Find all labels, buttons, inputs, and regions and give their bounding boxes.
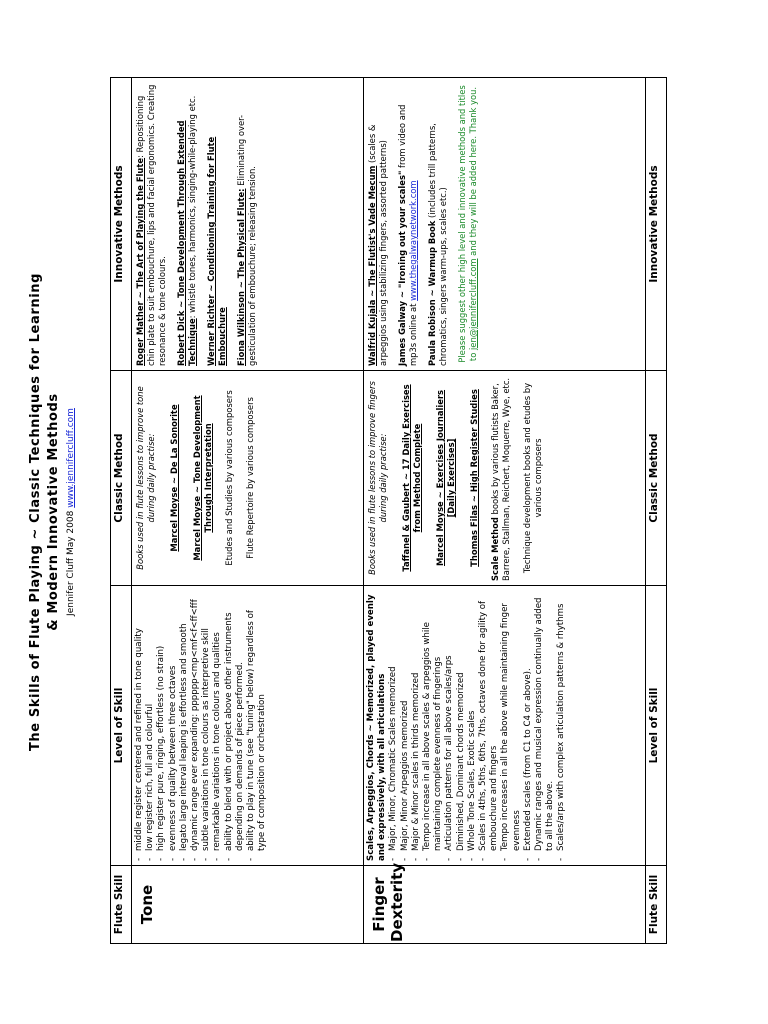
dexterity-lead: Scales, Arpeggios, Chords ~ Memorized, played evenly and expressively, with all articulations: [366, 594, 388, 861]
method-title: Paula Robison ~ Warmup Book: [427, 220, 437, 366]
list-item: - high register pure, ringing, effortless (no strain): [156, 590, 167, 861]
tone-method-wilkinson: [236, 82, 258, 366]
tone-level-cell: [132, 586, 364, 866]
skill-dexterity-line-1: Finger: [370, 877, 388, 932]
list-item: - Tempo increases in all the above while maintaining finger evenness: [500, 590, 522, 861]
list-item: - Articulation patterns for all above scales/arps: [444, 590, 455, 861]
byline: [66, 0, 76, 1024]
dexterity-classic-book-2: [435, 375, 457, 581]
col-header-level: Level of Skill: [111, 586, 132, 866]
dexterity-innovative-cell: [364, 78, 646, 371]
dexterity-classic-book-1: [401, 375, 423, 581]
col-header-skill: Flute Skill: [111, 866, 132, 944]
list-item: - subtle variations in tone colours as interpretive skill: [201, 590, 212, 861]
tone-classic-etudes: Etudes and Studies by various composers: [224, 390, 234, 566]
skill-dexterity-line-2: Dexterity: [388, 862, 406, 942]
list-item: - Major, Minor Arpeggios memorized: [400, 590, 411, 861]
suggestion-note: [457, 82, 479, 366]
list-item: - Major, Minor, Chromatic Scales memorized: [388, 590, 399, 861]
header-row-bottom: [646, 78, 667, 944]
dexterity-level-list: [388, 590, 567, 861]
tone-classic-intro: Books used in flute lessons to improve tone during daily practise:: [135, 386, 156, 570]
dexterity-classic-intro: Books used in flute lessons to improve fingers during daily practise:: [367, 381, 388, 575]
scale-method-desc: books by various flutists Baker, Barrere, Stallman, Reichert, Moquerre, Wye, etc.: [490, 377, 511, 581]
row-tone: [132, 78, 364, 944]
col-header-innovative: Innovative Methods: [111, 78, 132, 371]
method-desc: : whistle tones, harmonics, singing-while-playing etc.: [187, 95, 197, 319]
skill-dexterity: [364, 862, 646, 944]
method-desc: : Repositioning chin plate to suit embouchure, lips and facial ergonomics. Creating resonance & tone colours.: [135, 84, 167, 366]
method-desc: Eliminating over-gesticulation of embouchure; releasing tension.: [236, 114, 257, 366]
title-line-1: The Skills of Flute Playing ~ Classic Techniques for Learning: [28, 272, 43, 752]
list-item: - Scales in 4ths, 5ths, 6ths, 7ths, octaves done for agility of embouchure and fingers: [478, 590, 500, 861]
note-text-b: and they will be added here. Thank you.: [468, 86, 478, 259]
book-title: Marcel Moyse ~ Tone Development Through Interpretation: [192, 395, 213, 561]
col-footer-innovative: Innovative Methods: [646, 78, 667, 371]
tone-innovative-cell: [132, 78, 364, 371]
page-header: [0, 0, 120, 1024]
dexterity-classic-scale-method: [490, 375, 512, 581]
list-item: - low register rich, full and colourful: [145, 590, 156, 861]
dexterity-method-robison: [427, 82, 449, 366]
list-item: - Dynamic ranges and musical expression continually added to all the above.: [534, 590, 556, 861]
tone-level-list: [134, 590, 268, 861]
header-row-top: [111, 78, 132, 944]
method-desc: (scales & arpeggios using stabilizing fingers, assorted patterns): [367, 124, 388, 366]
book-title: Marcel Moyse ~ De La Sonorite: [169, 404, 179, 552]
method-desc: from video and mp3s online at: [397, 104, 418, 366]
list-item: - dynamic range ever expanding: pppppp<mp<mf<f<ff<fff: [190, 590, 201, 861]
book-title: Taffanel & Gaubert ~ 17 Daily Exercises from Method Complete: [401, 384, 422, 572]
dexterity-level-cell: [364, 586, 646, 866]
method-title: Robert Dick ~ Tone Development Through Extended Technique: [176, 120, 197, 366]
list-item: - Diminished, Dominant chords memorized: [456, 590, 467, 861]
col-footer-skill: Flute Skill: [646, 866, 667, 944]
title-line-2: & Modern Innovative Methods: [46, 393, 61, 631]
tone-method-dick: [176, 82, 198, 366]
note-text-a: Please suggest other high level and innovative methods and titles to: [457, 85, 478, 363]
skills-table: [110, 77, 667, 944]
method-title: Fiona Wilkinson ~ The Physical Flute:: [236, 188, 246, 366]
book-title: Thomas Filas ~ High Register Studies: [469, 389, 479, 567]
col-footer-classic: Classic Method: [646, 371, 667, 586]
email-link[interactable]: jen@jennifercluff.com: [468, 258, 478, 351]
row-dexterity: [364, 78, 646, 944]
list-item: - evenness of quality between three octaves: [168, 590, 179, 861]
list-item: - middle register centered and refined in tone quality: [134, 590, 145, 861]
tone-classic-cell: [132, 371, 364, 586]
list-item: - ability to blend with or project above other instruments depending on demands of piece performed.: [224, 590, 246, 861]
dexterity-method-galway: [397, 82, 419, 366]
dexterity-classic-cell: [364, 371, 646, 586]
col-footer-level: Level of Skill: [646, 586, 667, 866]
tone-method-mather: [135, 82, 168, 366]
byline-author: Jennifer Cluff May 2008: [66, 510, 76, 616]
tone-method-richter: [206, 82, 228, 366]
list-item: - Extended scales (from C1 to C4 or above).: [523, 590, 534, 861]
tone-classic-book-2: [192, 375, 214, 581]
method-title: Roger Mather ~ The Art of Playing the Flute: [135, 157, 145, 366]
dexterity-classic-book-3: [469, 375, 480, 581]
scale-method-title: Scale Method: [490, 517, 500, 581]
list-item: - Major & Minor scales in thirds memorized: [411, 590, 422, 861]
list-item: - ability to play in tune (see "tuning" below) regardless of type of composition or orchestration: [246, 590, 268, 861]
skill-tone: [132, 866, 364, 944]
method-title: James Galway ~ "Ironing out your scales": [397, 170, 407, 366]
col-header-classic: Classic Method: [111, 371, 132, 586]
list-item: - Scales/arps with complex articulation patterns & rhythms: [556, 590, 567, 861]
skill-tone-label: Tone: [138, 884, 156, 925]
method-title: Walfrid Kujala ~ The Flutist's Vade Mecum: [367, 165, 377, 366]
tone-classic-repertoire: Flute Repertoire by various composers: [245, 397, 255, 559]
list-item: - Whole Tone Scales, Exotic scales: [467, 590, 478, 861]
book-title: Marcel Moyse ~ Exercises Journaliers [Daily Exercises]: [435, 389, 456, 567]
method-title: Werner Richter ~ Conditioning Training for Flute Embouchure: [206, 136, 227, 366]
dexterity-method-kujala: [367, 82, 389, 366]
dexterity-classic-technique: Technique development books and etudes by various composers: [522, 382, 543, 574]
list-item: - remarkable variations in tone colours and qualities: [212, 590, 223, 861]
website-link[interactable]: www.jennifercluff.com: [66, 408, 76, 508]
method-desc: (includes trill patterns, chromatics, singers warm-ups, scales etc.): [427, 123, 448, 366]
list-item: - Tempo increase in all above scales & arpeggios while maintaining complete evenness of fingerings: [422, 590, 444, 861]
tone-classic-book-1: [169, 375, 180, 581]
galway-link[interactable]: www.thegalwaynetwork.com: [408, 180, 418, 301]
list-item: - legato large interval leaping is effortless and smooth: [179, 590, 190, 861]
